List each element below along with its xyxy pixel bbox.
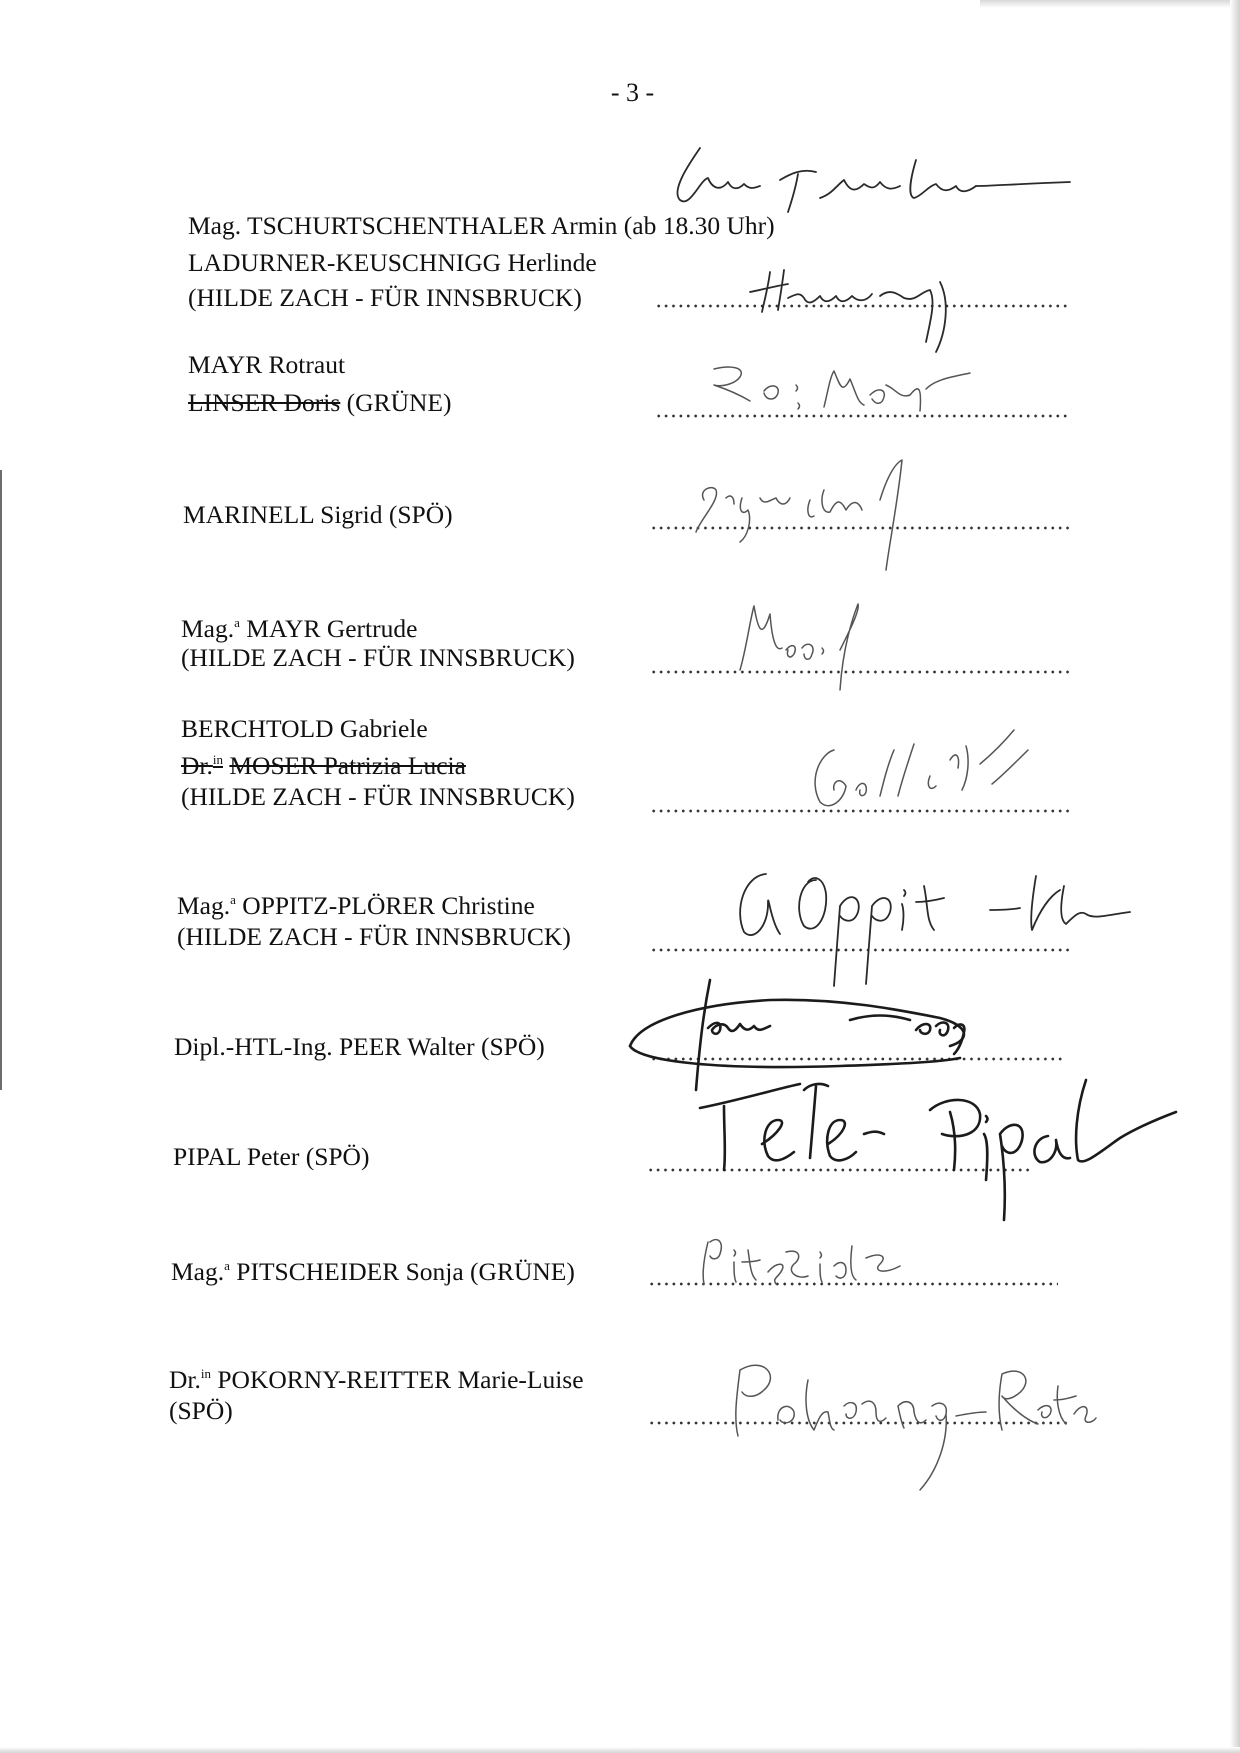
entry-4-name: MARINELL Sigrid (SPÖ) [183, 500, 453, 529]
entry-5-prefix-sup: a [234, 615, 240, 630]
entry-7-name: OPPITZ-PLÖRER Christine [242, 891, 535, 920]
signature-6-berchtold [780, 720, 1060, 820]
entry-6-struck-prefix-text: Dr. [181, 751, 213, 780]
entry-10-line [171, 1257, 575, 1287]
entry-11-name: POKORNY-REITTER Marie-Luise [217, 1365, 584, 1394]
entry-11-line [169, 1365, 584, 1395]
signature-4-marinell [690, 440, 930, 580]
entry-2-name: LADURNER-KEUSCHNIGG Herlinde [188, 248, 597, 277]
scan-edge-left [0, 470, 2, 1090]
entry-5-prefix: Mag. [181, 614, 235, 643]
entry-6-struck-line [181, 751, 466, 781]
scan-edge-bottom [0, 1747, 1240, 1753]
entry-6-name: BERCHTOLD Gabriele [181, 714, 428, 743]
entry-7-prefix: Mag. [177, 891, 231, 920]
entry-11-party: (SPÖ) [169, 1396, 233, 1425]
entry-1-note: (ab 18.30 Uhr) [623, 211, 775, 240]
entry-11-prefix-sup: in [200, 1366, 211, 1381]
entry-3-struck-name: LINSER Doris [188, 388, 341, 417]
entry-6-struck-prefix [181, 751, 223, 780]
entry-5-line [181, 614, 417, 644]
entry-6-struck-name: MOSER Patrizia Lucia [229, 751, 466, 780]
signature-2-keuschnigg [740, 262, 980, 362]
entry-8-name: Dipl.-HTL-Ing. PEER Walter (SPÖ) [174, 1032, 545, 1061]
entry-10-name: PITSCHEIDER Sonja (GRÜNE) [236, 1257, 575, 1286]
entry-7-party: (HILDE ZACH - FÜR INNSBRUCK) [177, 922, 571, 951]
entry-11-prefix: Dr. [169, 1365, 201, 1394]
entry-2-party: (HILDE ZACH - FÜR INNSBRUCK) [188, 283, 582, 312]
signature-1-tschurtschenthaler [660, 140, 1080, 240]
entry-3-party: (GRÜNE) [346, 388, 452, 417]
signature-7-oppitz-ploerer [720, 850, 1140, 990]
entry-6-party: (HILDE ZACH - FÜR INNSBRUCK) [181, 782, 575, 811]
entry-9-name: PIPAL Peter (SPÖ) [173, 1142, 370, 1171]
entry-3-name: MAYR Rotraut [188, 350, 346, 379]
signature-10-pitscheider [690, 1222, 950, 1302]
entry-7-line [177, 891, 535, 921]
signature-5-mayr-gertrude [720, 590, 880, 700]
page-number: - 3 - [610, 78, 655, 107]
entry-5-party: (HILDE ZACH - FÜR INNSBRUCK) [181, 643, 575, 672]
signature-3-mayr-rotraut [700, 355, 1020, 435]
scan-edge-top [980, 0, 1230, 8]
entry-1-name: Mag. TSCHURTSCHENTHALER Armin [188, 211, 618, 240]
entry-10-prefix: Mag. [171, 1257, 225, 1286]
signature-11-pokorny-reitter [720, 1340, 1100, 1500]
signature-9-pipal [680, 1060, 1180, 1230]
entry-10-prefix-sup: a [224, 1258, 230, 1273]
entry-6-struck-prefix-sup: in [212, 752, 223, 767]
entry-7-prefix-sup: a [230, 892, 236, 907]
scan-edge-right [1230, 0, 1240, 1753]
entry-3-line [188, 388, 452, 418]
entry-5-name: MAYR Gertrude [246, 614, 418, 643]
